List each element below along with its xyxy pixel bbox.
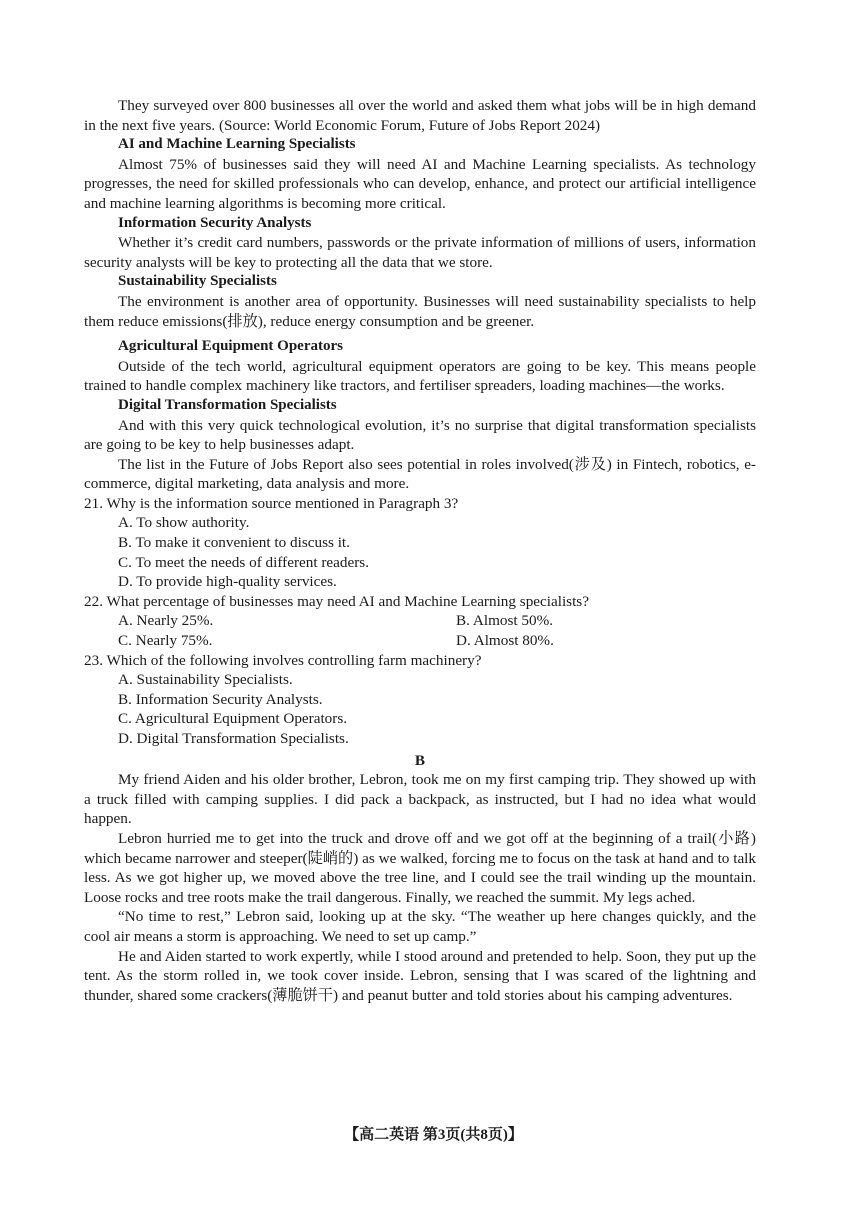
closing-paragraph: The list in the Future of Jobs Report also sees potential in roles involved(涉及) in Fintech, robotics, e-commerce, digital marketing, data analysis and more. bbox=[84, 455, 756, 493]
option-a[interactable]: A. To show authority. bbox=[118, 514, 250, 532]
option-b[interactable]: B. To make it convenient to discuss it. bbox=[118, 534, 350, 552]
section-heading: AI and Machine Learning Specialists bbox=[118, 136, 356, 153]
option-d[interactable]: D. Digital Transformation Specialists. bbox=[118, 730, 349, 747]
option-d[interactable]: D. To provide high-quality services. bbox=[118, 573, 337, 591]
question-stem: 22. What percentage of businesses may need AI and Machine Learning specialists? bbox=[84, 592, 589, 610]
option-c[interactable]: C. To meet the needs of different readers. bbox=[118, 553, 369, 571]
passage-b-paragraph: He and Aiden started to work expertly, while I stood around and pretended to help. Soon, they put up the tent. As the storm rolled in, we took cover inside. Lebron, sensing that I was scared of the lightning and thunder, shared some crackers(薄脆饼干) and peanut butter and told stories about his camping adventures. bbox=[84, 947, 756, 1004]
section-heading: Digital Transformation Specialists bbox=[118, 396, 337, 413]
passage-b-paragraph: “No time to rest,” Lebron said, looking up at the sky. “The weather up here changes quickly, and the cool air means a storm is approaching. We need to set up camp.” bbox=[84, 908, 756, 945]
question-stem: 23. Which of the following involves controlling farm machinery? bbox=[84, 651, 482, 669]
question-23 bbox=[84, 651, 756, 749]
section-heading: Information Security Analysts bbox=[118, 214, 312, 231]
option-c[interactable]: C. Nearly 75%. bbox=[118, 632, 213, 650]
section-heading: Agricultural Equipment Operators bbox=[118, 338, 343, 355]
section-paragraph: The environment is another area of opportunity. Businesses will need sustainability specialists to help them reduce emissions(排放), reduce energy consumption and be greener. bbox=[84, 292, 756, 330]
section-paragraph: And with this very quick technological evolution, it’s no surprise that digital transformation specialists are going to be key to help businesses adapt. bbox=[84, 416, 756, 454]
page-footer: 【高二英语 第3页(共8页)】 bbox=[344, 1127, 523, 1143]
option-a[interactable]: A. Nearly 25%. bbox=[118, 612, 214, 630]
page-content bbox=[84, 96, 756, 1005]
option-b[interactable]: B. Almost 50%. bbox=[456, 612, 554, 630]
section-paragraph: Almost 75% of businesses said they will need AI and Machine Learning specialists. As technology progresses, the need for skilled professionals who can develop, enhance, and protect our artificial intelligence and machine learning algorithms is becoming more critical. bbox=[84, 155, 756, 212]
option-b[interactable]: B. Information Security Analysts. bbox=[118, 690, 323, 708]
section-heading: Sustainability Specialists bbox=[118, 273, 277, 290]
section-paragraph: Whether it’s credit card numbers, passwords or the private information of millions of users, information security analysts will be key to protecting all the data that we store. bbox=[84, 234, 756, 271]
passage-b-label: B bbox=[414, 751, 426, 769]
question-stem: 21. Why is the information source mentioned in Paragraph 3? bbox=[84, 494, 459, 512]
section-paragraph: Outside of the tech world, agricultural equipment operators are going to be key. This means people trained to handle complex machinery like tractors, and fertiliser spreaders, loading machines—the works. bbox=[84, 357, 756, 395]
option-d[interactable]: D. Almost 80%. bbox=[456, 632, 554, 650]
question-21 bbox=[84, 494, 756, 592]
option-a[interactable]: A. Sustainability Specialists. bbox=[118, 671, 293, 689]
passage-b-paragraph: My friend Aiden and his older brother, Lebron, took me on my first camping trip. They showed up with a truck filled with camping supplies. I did pack a backpack, as instructed, but I had no idea what would happen. bbox=[84, 771, 756, 828]
option-row bbox=[118, 631, 756, 651]
passage-b-paragraph: Lebron hurried me to get into the truck and drove off and we got off at the beginning of a trail(小路) which became narrower and steeper(陡峭的) as we walked, forcing me to focus on the task at hand and to talk less. As we got higher up, we moved above the tree line, and I could see the trail winding up the mountain. Loose rocks and tree roots make the trail dangerous. Finally, we reached the summit. My legs ached. bbox=[84, 829, 756, 906]
option-c[interactable]: C. Agricultural Equipment Operators. bbox=[118, 710, 348, 728]
question-22 bbox=[84, 592, 756, 651]
option-row bbox=[118, 611, 756, 631]
intro-paragraph: They surveyed over 800 businesses all over the world and asked them what jobs will be in high demand in the next five years. (Source: World Economic Forum, Future of Jobs Report 2024) bbox=[84, 97, 756, 134]
